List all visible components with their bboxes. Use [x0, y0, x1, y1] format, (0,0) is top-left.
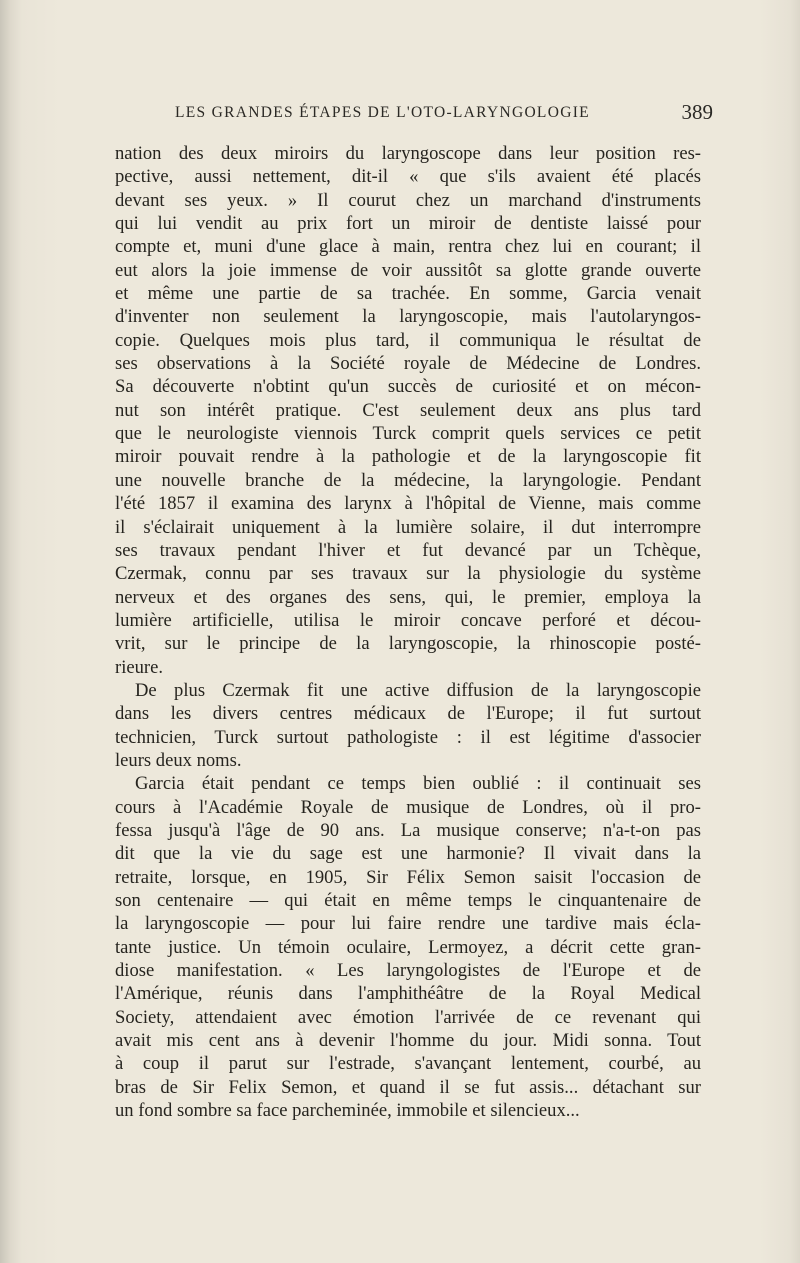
text-line: un fond sombre sa face parcheminée, immobile et silencieux...: [115, 1100, 580, 1122]
page-header: [115, 100, 713, 130]
text-line: nation des deux miroirs du laryngoscope dans leur position res-: [115, 143, 701, 164]
text-line: Society, attendaient avec émotion l'arrivée de ce revenant qui: [115, 1006, 701, 1028]
text-line: compte et, muni d'une glace à main, rentra chez lui en courant; il: [115, 236, 701, 258]
text-line: avait mis cent ans à devenir l'homme du jour. Midi sonna. Tout: [115, 1030, 701, 1052]
text-line: eut alors la joie immense de voir aussitôt sa glotte grande ouverte: [115, 259, 701, 281]
text-line: la laryngoscopie — pour lui faire rendre une tardive mais écla-: [115, 913, 701, 935]
text-line: d'inventer non seulement la laryngoscopie, mais l'autolaryngos-: [115, 306, 701, 328]
running-title: LES GRANDES ÉTAPES DE L'OTO-LARYNGOLOGIE: [175, 104, 590, 121]
text-line: diose manifestation. « Les laryngologistes de l'Europe et de: [115, 960, 701, 982]
text-line: son centenaire — qui était en même temps le cinquantenaire de: [115, 890, 701, 911]
text-line: dit que la vie du sage est une harmonie? Il vivait dans la: [115, 843, 701, 865]
text-line: fessa jusqu'à l'âge de 90 ans. La musique conserve; n'a-t-on pas: [115, 819, 701, 841]
text-line: De plus Czermak fit une active diffusion de la laryngoscopie: [135, 679, 701, 701]
text-line: l'été 1857 il examina des larynx à l'hôpital de Vienne, mais comme: [115, 493, 701, 515]
text-line: copie. Quelques mois plus tard, il communiqua le résultat de: [115, 329, 701, 351]
text-line: devant ses yeux. » Il courut chez un marchand d'instruments: [115, 189, 701, 211]
text-line: ses observations à la Société royale de Médecine de Londres.: [115, 353, 701, 375]
text-line: retraite, lorsque, en 1905, Sir Félix Semon saisit l'occasion de: [115, 866, 701, 888]
text-line: technicien, Turck surtout pathologiste : il est légitime d'associer: [115, 726, 701, 748]
text-line: qui lui vendit au prix fort un miroir de dentiste laissé pour: [115, 213, 701, 235]
text-line: tante justice. Un témoin oculaire, Lermoyez, a décrit cette gran-: [115, 936, 701, 958]
text-line: l'Amérique, réunis dans l'amphithéâtre de la Royal Medical: [115, 983, 701, 1005]
text-line: nerveux et des organes des sens, qui, le premier, employa la: [115, 586, 701, 608]
text-line: il s'éclairait uniquement à la lumière solaire, il dut interrompre: [115, 516, 701, 538]
text-line: lumière artificielle, utilisa le miroir concave perforé et décou-: [115, 609, 701, 631]
text-line: leurs deux noms.: [115, 749, 242, 771]
text-line: bras de Sir Felix Semon, et quand il se fut assis... détachant sur: [115, 1076, 701, 1098]
text-line: Garcia était pendant ce temps bien oublié : il continuait ses: [135, 773, 701, 795]
text-line: ses travaux pendant l'hiver et fut devancé par un Tchèque,: [115, 539, 701, 561]
text-line: et même une partie de sa trachée. En somme, Garcia venait: [115, 283, 701, 305]
text-line: rieure.: [115, 656, 164, 678]
text-line: dans les divers centres médicaux de l'Europe; il fut surtout: [115, 703, 701, 725]
text-line: une nouvelle branche de la médecine, la laryngologie. Pendant: [115, 469, 701, 491]
text-line: Czermak, connu par ses travaux sur la physiologie du système: [115, 563, 701, 585]
text-line: vrit, sur le principe de la laryngoscopie, la rhinoscopie posté-: [115, 633, 701, 655]
text-line: Sa découverte n'obtint qu'un succès de curiosité et on mécon-: [115, 376, 701, 398]
text-line: à coup il parut sur l'estrade, s'avançant lentement, courbé, au: [115, 1053, 701, 1075]
body-text: [115, 142, 701, 1122]
text-line: pective, aussi nettement, dit-il « que s'ils avaient été placés: [115, 166, 701, 188]
text-line: nut son intérêt pratique. C'est seulement deux ans plus tard: [115, 399, 701, 421]
text-line: miroir pouvait rendre à la pathologie et de la laryngoscopie fit: [115, 446, 701, 468]
page-number: 389: [681, 100, 713, 124]
text-line: cours à l'Académie Royale de musique de Londres, où il pro-: [115, 796, 701, 818]
text-line: que le neurologiste viennois Turck comprit quels services ce petit: [115, 423, 701, 445]
